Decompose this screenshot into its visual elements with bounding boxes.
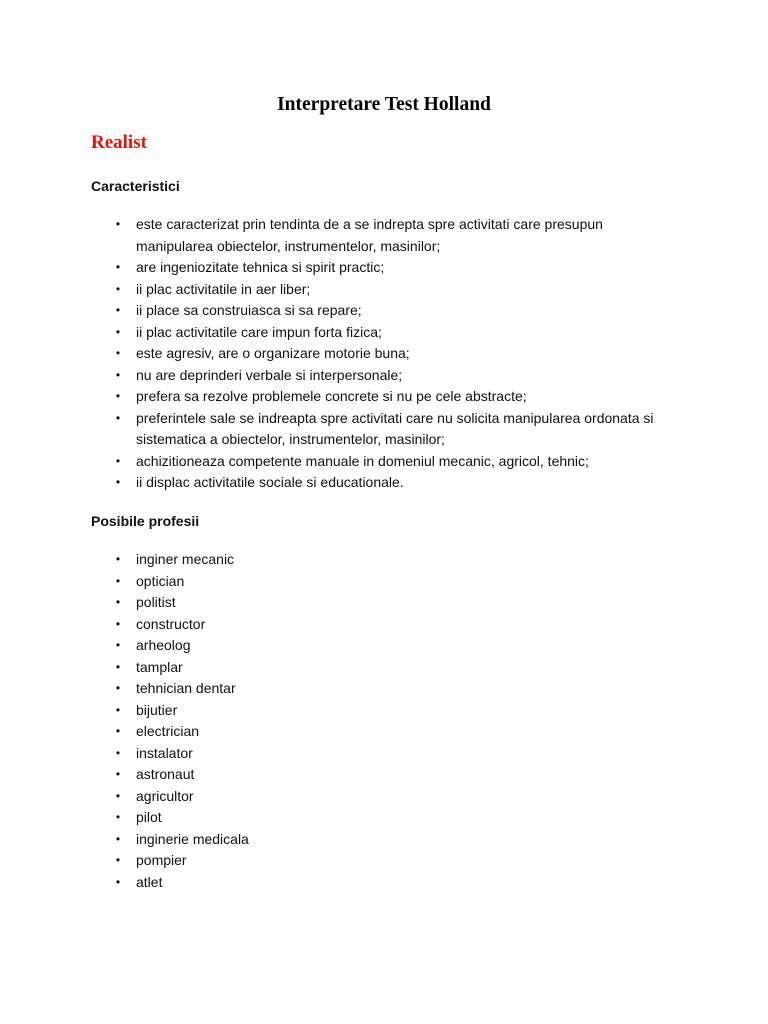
list-item [0,850,768,872]
list-item-text: pilot [136,809,162,825]
list-item [0,700,768,722]
list-item [0,386,768,408]
list-item-text: agricultor [136,787,194,804]
list-item-text: achizitioneaza competente manuale in domeniul mecanic, agricol, tehnic; [136,452,589,469]
list-item [0,592,768,614]
list-item-text: pompier [136,852,187,868]
bullet-icon: • [115,853,121,867]
characteristics-heading: Caracteristici [91,178,180,194]
list-item-text: inginerie medicala [136,830,249,847]
list-item [0,829,768,851]
list-item-text: preferintele sale se indreapta spre activitati care nu solicita manipularea ordonata si sistematica a obiectelor, instrumentelor, masinilor; [136,409,654,447]
list-item-text: bijutier [136,701,178,718]
bullet-icon: • [115,260,121,274]
list-item [0,571,768,593]
bullet-icon: • [115,389,121,403]
list-item-text: ii displac activitatile sociale si educationale. [136,474,404,490]
list-item [0,343,768,365]
bullet-icon: • [115,745,121,760]
bullet-icon: • [115,616,121,631]
page-title: Interpretare Test Holland [277,94,491,115]
list-item-text: ii place sa construiasca si sa repare; [136,302,362,318]
list-item [0,279,768,301]
list-item-text: atlet [136,873,163,890]
list-item-text: este agresiv, are o organizare motorie buna; [136,345,410,361]
bullet-icon: • [115,573,121,588]
list-item-text: politist [136,594,176,610]
bullet-icon: • [115,475,121,489]
list-item [0,764,768,786]
list-item [0,257,768,279]
list-item-text: optician [136,572,185,589]
list-item-text: ii plac activitatile in aer liber; [136,280,311,297]
characteristics-list [0,214,768,494]
bullet-icon: • [115,217,121,231]
list-item-text: ii plac activitatile care impun forta fizica; [136,323,382,340]
list-item [0,786,768,808]
list-item-text: instalator [136,744,193,761]
bullet-icon: • [115,767,121,781]
bullet-icon: • [115,638,121,652]
list-item [0,807,768,829]
list-item [0,472,768,494]
list-item-text: nu are deprinderi verbale si interpersonale; [136,366,403,383]
bullet-icon: • [115,552,121,566]
bullet-icon: • [115,831,121,846]
bullet-icon: • [115,810,121,824]
bullet-icon: • [115,453,121,468]
list-item-text: este caracterizat prin tendinta de a se indrepta spre activitati care presupun manipularea obiectelor, instrumentelor, masinilor; [136,216,603,254]
bullet-icon: • [115,681,121,695]
list-item [0,721,768,743]
list-item-text: arheolog [136,637,191,653]
list-item-text: prefera sa rezolve problemele concrete si nu pe cele abstracte; [136,388,527,404]
list-item-text: tehnician dentar [136,680,236,696]
list-item-text: tamplar [136,658,183,675]
bullet-icon: • [115,281,121,296]
list-item-text: constructor [136,615,206,632]
list-item [0,300,768,322]
list-item [0,614,768,636]
list-item [0,872,768,894]
bullet-icon: • [115,410,121,425]
list-item [0,743,768,765]
list-item-text: astronaut [136,766,195,782]
list-item-text: electrician [136,723,200,739]
bullet-icon: • [115,595,121,609]
list-item [0,451,768,473]
list-item [0,365,768,387]
professions-list [0,549,768,893]
section-title-realist: Realist [91,132,147,153]
list-item [0,322,768,344]
bullet-icon: • [115,659,121,674]
bullet-icon: • [115,346,121,360]
list-item-text: inginer mecanic [136,551,235,567]
bullet-icon: • [115,324,121,339]
list-item [0,214,768,257]
bullet-icon: • [115,788,121,803]
list-item [0,408,768,451]
bullet-icon: • [115,724,121,738]
list-item [0,549,768,571]
professions-heading: Posibile profesii [91,513,200,529]
bullet-icon: • [115,367,121,382]
bullet-icon: • [115,874,121,889]
list-item [0,678,768,700]
list-item [0,657,768,679]
list-item-text: are ingeniozitate tehnica si spirit practic; [136,259,385,275]
list-item [0,635,768,657]
bullet-icon: • [115,303,121,317]
bullet-icon: • [115,702,121,717]
